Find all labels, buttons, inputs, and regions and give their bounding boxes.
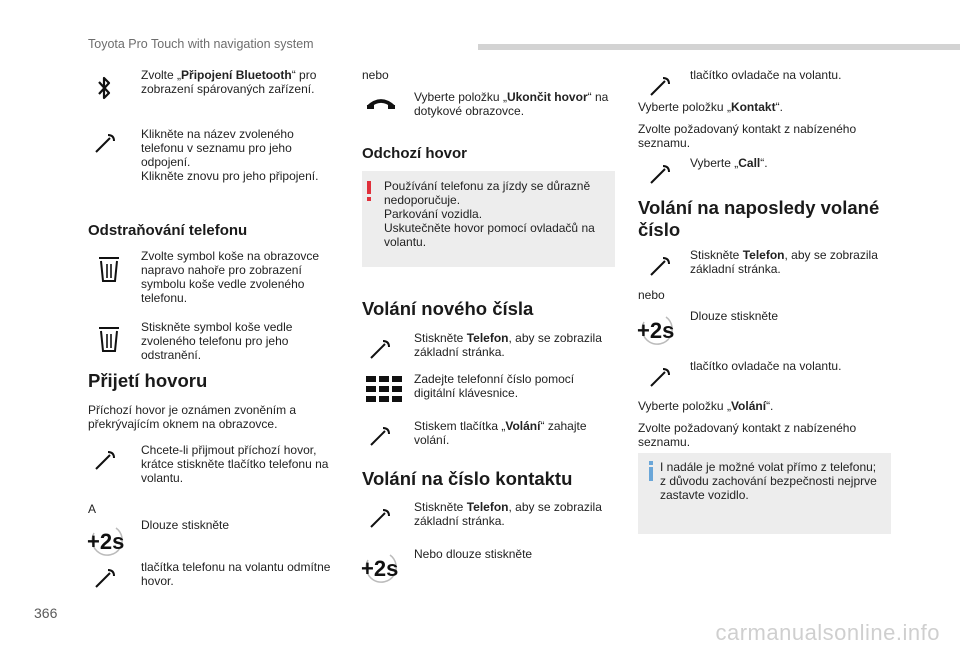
long-press-2s-icon bbox=[86, 525, 128, 557]
svg-text:+2s: +2s bbox=[87, 529, 125, 554]
choose-contact-text-2: Zvolte požadovaný kontakt z nabízeného seznamu. bbox=[638, 421, 857, 449]
choose-contact-text: Zvolte požadovaný kontakt z nabízeného seznamu. bbox=[638, 122, 857, 150]
long-press-text-2: Nebo dlouze stiskněte bbox=[414, 547, 533, 561]
press-phone-text-3: Stiskněte Telefon, aby se zobrazila základní stránka. bbox=[690, 248, 878, 276]
warning-box bbox=[362, 171, 615, 267]
tap-icon bbox=[93, 566, 117, 590]
outgoing-heading: Odchozí hovor bbox=[362, 145, 467, 162]
new-number-heading: Volání nového čísla bbox=[362, 298, 534, 319]
tap-icon bbox=[368, 424, 392, 448]
running-header: Toyota Pro Touch with navigation system bbox=[88, 37, 314, 51]
info-icon bbox=[648, 461, 654, 481]
trash-text-1: Zvolte symbol koše na obrazovce napravo nahoře pro zobrazení symbolu koše vedle zvoleného telefonu. bbox=[141, 249, 320, 305]
trash-text-2: Stiskněte symbol koše vedle zvoleného telefonu pro jeho odstranění. bbox=[141, 320, 293, 362]
trash-icon bbox=[97, 325, 121, 353]
contact-heading: Volání na číslo kontaktu bbox=[362, 468, 573, 489]
tap-icon bbox=[93, 448, 117, 472]
svg-text:+2s: +2s bbox=[361, 556, 399, 581]
tap-icon bbox=[648, 254, 672, 278]
tap-text: Klikněte na název zvoleného telefonu v seznamu pro jeho odpojení. Klikněte znovu pro jeho připojení. bbox=[141, 127, 319, 183]
info-box bbox=[638, 453, 891, 534]
keypad-icon bbox=[366, 376, 402, 402]
tap-icon bbox=[648, 365, 672, 389]
receive-intro: Příchozí hovor je oznámen zvoněním a překrývajícím oknem na obrazovce. bbox=[88, 403, 297, 431]
warning-text: Používání telefonu za jízdy se důrazně nedoporučuje. Parkování vozidla. Uskutečněte hovor pomocí ovladačů na volantu. bbox=[384, 179, 595, 249]
wheel-button-text-2: tlačítko ovladače na volantu. bbox=[690, 359, 842, 373]
remove-phone-heading: Odstraňování telefonu bbox=[88, 222, 248, 239]
press-phone-text-2: Stiskněte Telefon, aby se zobrazila základní stránka. bbox=[414, 500, 602, 528]
bluetooth-icon bbox=[96, 74, 112, 102]
hang-up-icon bbox=[366, 97, 396, 111]
svg-text:+2s: +2s bbox=[637, 318, 675, 343]
select-call-text: Vyberte „Call“. bbox=[690, 156, 768, 170]
accept-text: Chcete-li přijmout příchozí hovor, krátce stiskněte tlačítko telefonu na volantu. bbox=[141, 443, 329, 485]
receive-call-heading: Přijetí hovoru bbox=[88, 370, 208, 391]
bluetooth-text: Zvolte „Připojení Bluetooth“ pro zobrazení spárovaných zařízení. bbox=[141, 68, 317, 96]
trash-icon bbox=[97, 255, 121, 283]
select-volani-text: Vyberte položku „Volání“. bbox=[638, 399, 774, 413]
nebo-label-2: nebo bbox=[638, 288, 665, 302]
page-number: 366 bbox=[34, 605, 58, 621]
end-call-text: Vyberte položku „Ukončit hovor“ na dotykové obrazovce. bbox=[414, 90, 609, 118]
tap-icon bbox=[368, 506, 392, 530]
long-press-2s-icon bbox=[636, 314, 678, 346]
reject-text: tlačítka telefonu na volantu odmítne hovor. bbox=[141, 560, 331, 588]
watermark: carmanualsonline.info bbox=[715, 620, 940, 645]
tap-icon bbox=[93, 131, 117, 155]
nebo-label: nebo bbox=[362, 68, 389, 82]
label-a: A bbox=[88, 502, 97, 516]
header-bar bbox=[478, 44, 960, 50]
wheel-button-text: tlačítko ovladače na volantu. bbox=[690, 68, 842, 82]
long-press-text: Dlouze stiskněte bbox=[141, 518, 230, 532]
keypad-text: Zadejte telefonní číslo pomocí digitální klávesnice. bbox=[414, 372, 575, 400]
select-contact-text: Vyberte položku „Kontakt“. bbox=[638, 100, 783, 114]
warning-icon bbox=[367, 181, 371, 201]
press-phone-text: Stiskněte Telefon, aby se zobrazila základní stránka. bbox=[414, 331, 602, 359]
tap-icon bbox=[368, 337, 392, 361]
long-press-2s-icon bbox=[360, 552, 402, 584]
tap-icon bbox=[648, 74, 672, 98]
long-press-text-3: Dlouze stiskněte bbox=[690, 309, 779, 323]
info-text: I nadále je možné volat přímo z telefonu; z důvodu zachování bezpečnosti nejprve zastavte vozidlo. bbox=[660, 460, 877, 502]
tap-icon bbox=[648, 162, 672, 186]
recent-call-heading: Volání na naposledy volané číslo bbox=[638, 197, 880, 240]
call-text: Stiskem tlačítka „Volání“ zahajte volání. bbox=[414, 419, 587, 447]
